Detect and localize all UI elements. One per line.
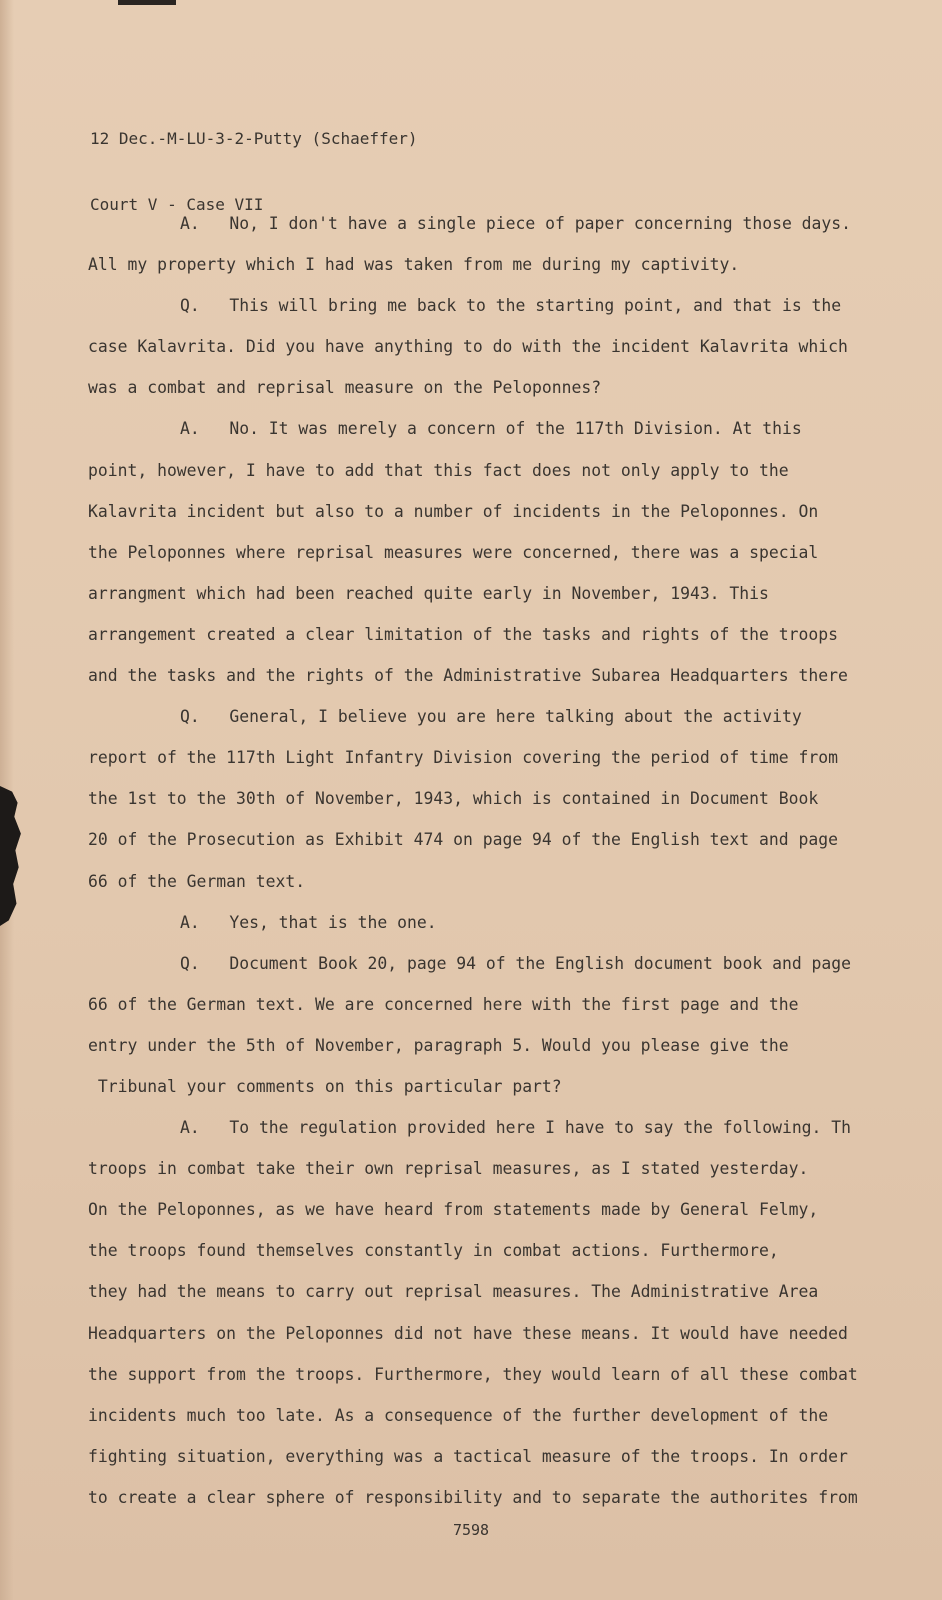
- transcript-line: All my property which I had was taken from me during my captivity.: [88, 255, 740, 275]
- transcript-line: fighting situation, everything was a tactical measure of the troops. In order: [88, 1446, 848, 1466]
- transcript-line: they had the means to carry out reprisal measures. The Administrative Area: [88, 1282, 819, 1302]
- header-reference-line: 12 Dec.-M-LU-3-2-Putty (Schaeffer): [90, 129, 418, 148]
- transcript-line: A. No. It was merely a concern of the 117th Division. At this: [180, 419, 802, 439]
- transcript-line: arrangement created a clear limitation of the tasks and rights of the troops: [88, 624, 838, 644]
- transcript-line: troops in combat take their own reprisal measures, as I stated yesterday.: [88, 1159, 809, 1179]
- transcript-line: 66 of the German text.: [88, 871, 306, 891]
- transcript-line: A. To the regulation provided here I have to say the following. Th: [180, 1118, 852, 1138]
- page-number: 7598: [452, 1521, 490, 1539]
- transcript-line: the troops found themselves constantly in combat actions. Furthermore,: [88, 1241, 779, 1261]
- transcript-line: Tribunal your comments on this particular part?: [88, 1076, 562, 1096]
- transcript-line: entry under the 5th of November, paragraph 5. Would you please give the: [88, 1035, 789, 1055]
- transcript-line: Kalavrita incident but also to a number of incidents in the Peloponnes. On: [88, 501, 819, 521]
- transcript-line: On the Peloponnes, as we have heard from statements made by General Felmy,: [88, 1200, 819, 1220]
- transcript-line: was a combat and reprisal measure on the Peloponnes?: [88, 378, 602, 398]
- transcript-line: point, however, I have to add that this fact does not only apply to the: [88, 460, 789, 480]
- transcript-line: A. No, I don't have a single piece of paper concerning those days.: [180, 214, 852, 233]
- transcript-line: Q. Document Book 20, page 94 of the English document book and page: [180, 953, 852, 973]
- transcript-line: arrangment which had been reached quite early in November, 1943. This: [88, 583, 769, 603]
- transcript-line: A. Yes, that is the one.: [180, 912, 437, 932]
- transcript-line: and the tasks and the rights of the Administrative Subarea Headquarters there: [88, 666, 848, 686]
- transcript-line: the 1st to the 30th of November, 1943, which is contained in Document Book: [88, 789, 819, 809]
- transcript-body: [88, 203, 888, 1518]
- transcript-line: 20 of the Prosecution as Exhibit 474 on page 94 of the English text and page: [88, 830, 838, 850]
- torn-edge-mark: [0, 786, 22, 926]
- header-court-line: Court V - Case VII: [90, 195, 264, 214]
- transcript-line: the support from the troops. Furthermore, they would learn of all these combat: [88, 1364, 858, 1384]
- transcript-line: to create a clear sphere of responsibility and to separate the authorites from: [88, 1487, 858, 1507]
- transcript-line: 66 of the German text. We are concerned here with the first page and the: [88, 994, 799, 1014]
- transcript-line: incidents much too late. As a consequence of the further development of the: [88, 1405, 829, 1425]
- transcript-line: Q. General, I believe you are here talking about the activity: [180, 707, 802, 727]
- transcript-line: Headquarters on the Peloponnes did not have these means. It would have needed: [88, 1323, 848, 1343]
- transcript-line: case Kalavrita. Did you have anything to do with the incident Kalavrita which: [88, 337, 848, 357]
- transcript-line: the Peloponnes where reprisal measures were concerned, there was a special: [88, 542, 819, 562]
- transcript-line: report of the 117th Light Infantry Division covering the period of time from: [88, 748, 838, 768]
- transcript-line: Q. This will bring me back to the starting point, and that is the: [180, 296, 842, 316]
- top-ink-mark: [118, 0, 176, 5]
